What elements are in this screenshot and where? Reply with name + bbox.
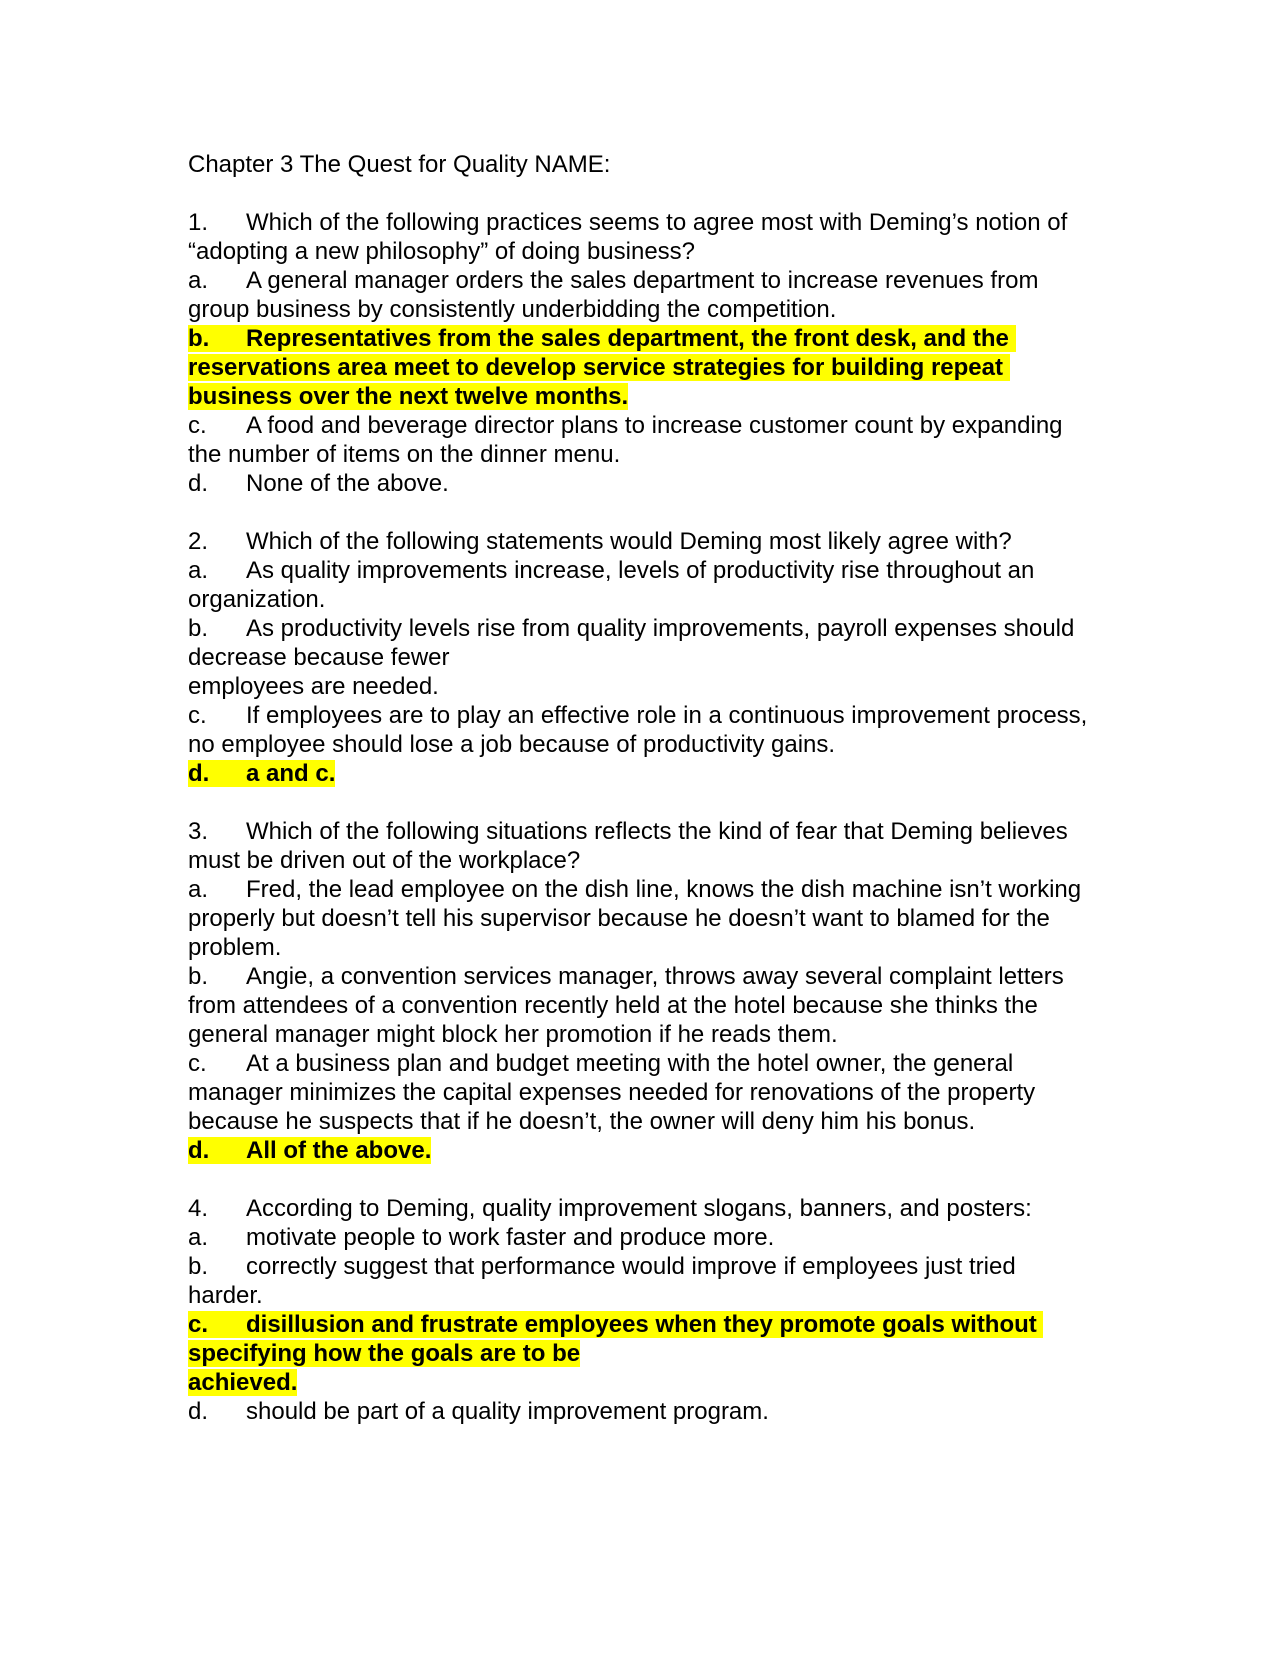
question-text: Which of the following statements would Deming most likely agree with? — [246, 528, 1012, 555]
option-letter: a. — [188, 557, 209, 584]
option-text: should be part of a quality improvement program. — [246, 1398, 769, 1425]
question-2 — [188, 527, 1088, 556]
option-letter: c. — [188, 702, 207, 729]
q4-option-d — [188, 1397, 1088, 1426]
spacer — [188, 1165, 1088, 1194]
option-text: As quality improvements increase, levels of productivity rise throughout an organization. — [188, 557, 1042, 613]
question-4 — [188, 1194, 1088, 1223]
highlighted-answer — [188, 760, 335, 787]
q4-option-b — [188, 1252, 1088, 1310]
highlighted-answer — [188, 1137, 431, 1164]
option-letter: b. — [188, 325, 210, 352]
document-page — [188, 150, 1095, 1426]
option-letter: b. — [188, 615, 209, 642]
question-1 — [188, 208, 1088, 266]
question-text: According to Deming, quality improvement slogans, banners, and posters: — [246, 1195, 1032, 1222]
option-text: motivate people to work faster and produce more. — [246, 1224, 775, 1251]
option-letter: a. — [188, 267, 209, 294]
spacer — [188, 498, 1088, 527]
q4-option-c-answer — [188, 1310, 1088, 1368]
option-text: Angie, a convention services manager, throws away several complaint letters from attendees of a convention recently held at the hotel because she thinks the general manager might block her promotion if he reads them. — [188, 963, 1071, 1048]
option-letter: c. — [188, 1050, 207, 1077]
option-text: At a business plan and budget meeting with the hotel owner, the general manager minimizes the capital expenses needed for renovations of the property because he suspects that if he doesn’t, the owner will deny him his bonus. — [188, 1050, 1042, 1135]
q1-option-d — [188, 469, 1088, 498]
question-number: 1. — [188, 209, 209, 236]
option-text: correctly suggest that performance would improve if employees just tried harder. — [188, 1253, 1023, 1309]
q3-option-d-answer — [188, 1136, 1088, 1165]
highlighted-answer — [188, 325, 1016, 410]
question-text: Which of the following situations reflects the kind of fear that Deming believes must be driven out of the workplace? — [188, 818, 1075, 874]
spacer — [188, 179, 1088, 208]
option-text: A general manager orders the sales department to increase revenues from group business by consistently underbidding the competition. — [188, 267, 1046, 323]
question-number: 4. — [188, 1195, 209, 1222]
option-text: Representatives from the sales department, the front desk, and the reservations area meet to develop service strategies for building repeat business over the next twelve months. — [188, 325, 1016, 410]
option-text: None of the above. — [246, 470, 449, 497]
option-text: If employees are to play an effective role in a continuous improvement process, no employee should lose a job because of productivity gains. — [188, 702, 1095, 758]
q1-option-b-answer — [188, 324, 1088, 411]
q2-option-d-answer — [188, 759, 1088, 788]
option-letter: d. — [188, 1398, 209, 1425]
q2-option-c — [188, 701, 1095, 759]
highlighted-answer: achieved. — [188, 1369, 298, 1396]
q1-option-a — [188, 266, 1088, 324]
option-text: As productivity levels rise from quality improvements, payroll expenses should decrease because fewer — [188, 615, 1082, 671]
q1-option-c — [188, 411, 1088, 469]
option-letter: b. — [188, 963, 209, 990]
option-letter: c. — [188, 412, 207, 439]
highlighted-answer — [188, 1311, 1043, 1367]
option-text: a and c. — [246, 760, 336, 787]
q4-option-c-continued — [188, 1368, 1088, 1397]
q2-option-b-continued: employees are needed. — [188, 673, 439, 700]
q2-option-a — [188, 556, 1088, 614]
option-letter: d. — [188, 1137, 210, 1164]
option-letter: d. — [188, 760, 210, 787]
option-text: Fred, the lead employee on the dish line, knows the dish machine isn’t working properly but doesn’t tell his supervisor because he doesn’t want to blamed for the problem. — [188, 876, 1088, 961]
option-letter: d. — [188, 470, 209, 497]
question-number: 3. — [188, 818, 209, 845]
document-title: Chapter 3 The Quest for Quality NAME: — [188, 151, 611, 178]
q2-option-b — [188, 614, 1088, 672]
option-text: disillusion and frustrate employees when they promote goals without specifying how the goals are to be — [188, 1311, 1044, 1367]
q3-option-b — [188, 962, 1088, 1049]
question-text: Which of the following practices seems to agree most with Deming’s notion of “adopting a new philosophy” of doing business? — [188, 209, 1074, 265]
q4-option-a — [188, 1223, 1088, 1252]
q3-option-c — [188, 1049, 1088, 1136]
option-letter: a. — [188, 876, 209, 903]
option-text: All of the above. — [246, 1137, 432, 1164]
q3-option-a — [188, 875, 1088, 962]
option-letter: a. — [188, 1224, 209, 1251]
option-letter: c. — [188, 1311, 209, 1338]
question-number: 2. — [188, 528, 209, 555]
option-text: A food and beverage director plans to increase customer count by expanding the number of items on the dinner menu. — [188, 412, 1070, 468]
spacer — [188, 788, 1088, 817]
option-letter: b. — [188, 1253, 209, 1280]
question-3 — [188, 817, 1088, 875]
